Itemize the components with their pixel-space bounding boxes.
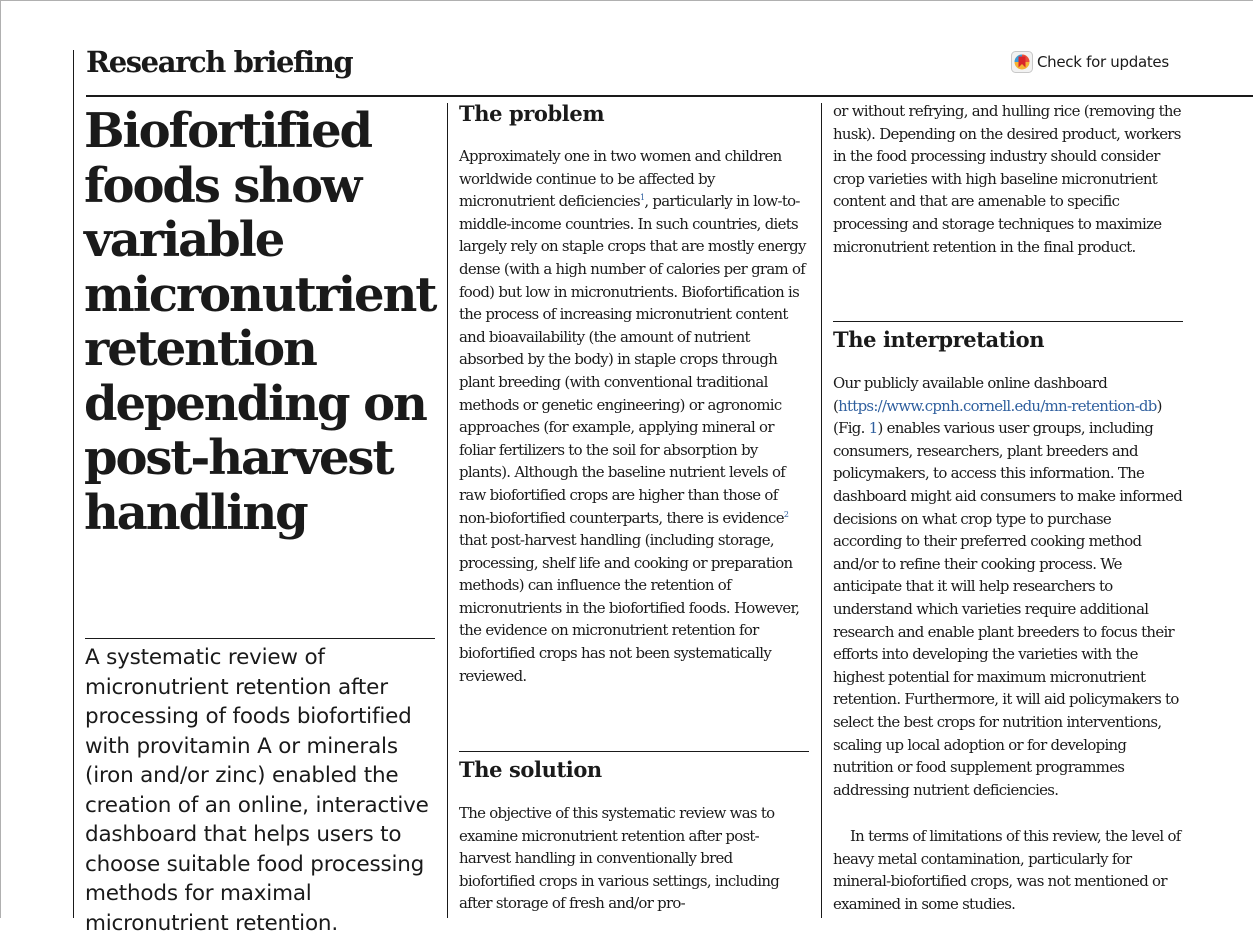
dashboard-url-link[interactable]: https://www.cpnh.cornell.edu/mn-retention-db [838, 396, 1157, 415]
column-divider [447, 103, 448, 918]
crossmark-icon [1011, 51, 1033, 73]
section-rule [833, 321, 1183, 322]
limitations-paragraph: In terms of limitations of this review, the level of heavy metal contamination, particularly for mineral-biofortified crops, was not mentioned or examined in some studies. [833, 827, 1181, 913]
problem-text-c: that post-harvest handling (including storage, processing, shelf life and cooking or preparation methods) can influence the retention of micronutrients in the biofortified foods. However, the evidence on micronutrient retention for biofortified crops has not been systematically reviewed. [459, 531, 800, 685]
page-frame-left [0, 0, 1, 918]
interpretation-text-c: ) enables various user groups, including consumers, researchers, plant breeders and policymakers, to access this information. The dashboard might aid consumers to make informed decisions on what crop type to purchase according to their preferred cooking method and/or to refine their cooking process. We anticipate that it will help researchers to understand which varieties require additional research and enable plant breeders to focus their efforts into developing the varieties with the highest potential for maximum micronutrient retention. Furthermore, it will aid policymakers to select the best crops for nutrition interventions, scaling up local adoption or for developing nutrition or food supplement programmes addressing nutrient deficiencies. [833, 419, 1183, 799]
column-divider [821, 103, 822, 918]
standfirst-rule [85, 638, 435, 639]
problem-text-b: , particularly in low-to-middle-income countries. In such countries, diets largely rely on staple crops that are mostly energy dense (with a high number of calories per gram of food) but low in micronutrients. Biofortification is the process of increasing micronutrient content and bioavailability (the amount of nutrient absorbed by the body) in staple crops through plant breeding (with conventional traditional methods or genetic engineering) or agronomic approaches (for example, applying mineral or foliar fertilizers to the soil for absorption by plants). Although the baseline nutrient levels of raw biofortified crops are higher than those of non-biofortified counterparts, there is evidence [459, 192, 806, 527]
interpretation-text-a: Our publicly available online dashboard ( [833, 374, 1108, 415]
interpretation-text-b: ) (Fig. [833, 396, 1162, 438]
section-rule [459, 751, 809, 752]
solution-heading: The solution [459, 757, 602, 782]
check-for-updates-label: Check for updates [1037, 53, 1169, 71]
reference-2-link[interactable]: 2 [783, 509, 789, 519]
article-title: Biofortified foods show variable micronutrient retention depending on post-harvest handling [84, 103, 436, 541]
figure-1-link[interactable]: 1 [868, 419, 878, 438]
standfirst: A systematic review of micronutrient retention after processing of foods biofortified with provitamin A or minerals (iron and/or zinc) enabled the creation of an online, interactive dashboard that helps users to choose suitable food processing methods for maximal micronutrient retention. [85, 645, 429, 936]
continued-paragraph: or without refrying, and hulling rice (removing the husk). Depending on the desired product, workers in the food processing industry should consider crop varieties with high baseline micronutrient content and that are amenable to specific processing and storage techniques to maximize micronutrient retention in the final product. [833, 102, 1181, 256]
header-rule [86, 95, 1253, 97]
section-label: Research briefing [86, 45, 353, 79]
reference-1-link[interactable]: 1 [639, 193, 645, 203]
solution-paragraph: The objective of this systematic review was to examine micronutrient retention after post-harvest handling in conventionally bred biofortified crops in various settings, including after storage of fresh and/or pro- [459, 804, 780, 913]
interpretation-paragraph [833, 372, 1183, 801]
interpretation-heading: The interpretation [833, 327, 1045, 352]
problem-heading: The problem [459, 101, 605, 126]
page-frame-top [0, 0, 1253, 1]
problem-paragraph [459, 145, 809, 687]
problem-text-a: Approximately one in two women and children worldwide continue to be affected by micronutrient deficiencies [459, 147, 782, 211]
check-for-updates-button[interactable] [1011, 50, 1169, 74]
margin-rule [73, 50, 74, 918]
